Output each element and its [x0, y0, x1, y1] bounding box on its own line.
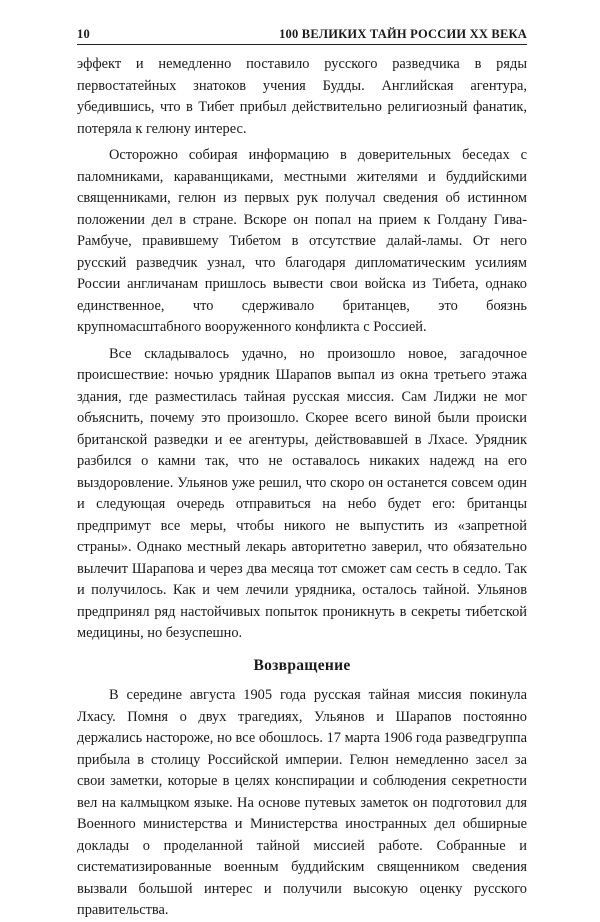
section-heading: Возвращение [253, 656, 351, 674]
paragraph: Все складывалось удачно, но произошло новое, загадочное происшествие: ночью урядник Шарапов выпал из окна третьего этажа здания, где разместилась тайная русская миссия. Сам Лиджи не мог объяснить, почему это произошло. Скорее всего виной были происки британской разведки и ее агентуры, действовавшей в Лхасе. Урядник разбился о камни так, что не оставалось никаких надежд на его выздоровление. Ульянов уже решил, что скоро он останется совсем один и следующая очередь отправиться на небо будет его: британцы предпримут все меры, чтобы никого не выпустить из «запретной страны». Однако местный лекарь авторитетно заверил, что обязательно вылечит Шарапова и через два месяца тот сможет сам сесть в седло. Так и получилось. Как и чем лечили урядника, осталось тайной. Ульянов предпринял ряд настойчивых попыток проникнуть в секреты тибетской медицины, но безуспешно. [77, 345, 527, 641]
running-head [77, 26, 527, 45]
book-title: 100 ВЕЛИКИХ ТАЙН РОССИИ XX ВЕКА [279, 27, 527, 41]
paragraph-continuation: эффект и немедленно поставило русского разведчика в ряды первостатейных знатоков учения Будды. Английская агентура, убедившись, что в Тибет прибыл действительно религиозный фанатик, потеряла к гелюну интерес. [77, 56, 527, 137]
text-block [77, 54, 527, 922]
paragraph: Осторожно собирая информацию в доверительных беседах с паломниками, караванщиками, местными жителями и буддийскими священниками, гелюн из первых рук получал сведения об истинном положении дел в стране. Вскоре он попал на прием к Голдану Гива-Рамбуче, правившему Тибетом в отсутствие далай-ламы. От него русский разведчик узнал, что благодаря дипломатическим усилиям России англичанам пришлось вывести свои войска из Тибета, однако единственное, что сдерживало британцев, это боязнь крупномасштабного вооруженного конфликта с Россией. [77, 147, 527, 335]
page-number: 10 [77, 27, 90, 41]
paragraph: В середине августа 1905 года русская тайная миссия покинула Лхасу. Помня о двух трагедиях, Ульянов и Шарапов постоянно держались настороже, но все обошлось. 17 марта 1906 года разведгруппа прибыла в столицу Российской империи. Гелюн немедленно засел за свои заметки, которые в целях конспирации и соблюдения секретности вел на калмыцком языке. На основе путевых заметок он подготовил для Военного министерства и Министерства иностранных дел обширные доклады о проделанной тайной миссией работе. Собранные и систематизированные военным буддийским священником сведения вызвали большой интерес и получили высокую оценку русского правительства. [77, 687, 527, 918]
